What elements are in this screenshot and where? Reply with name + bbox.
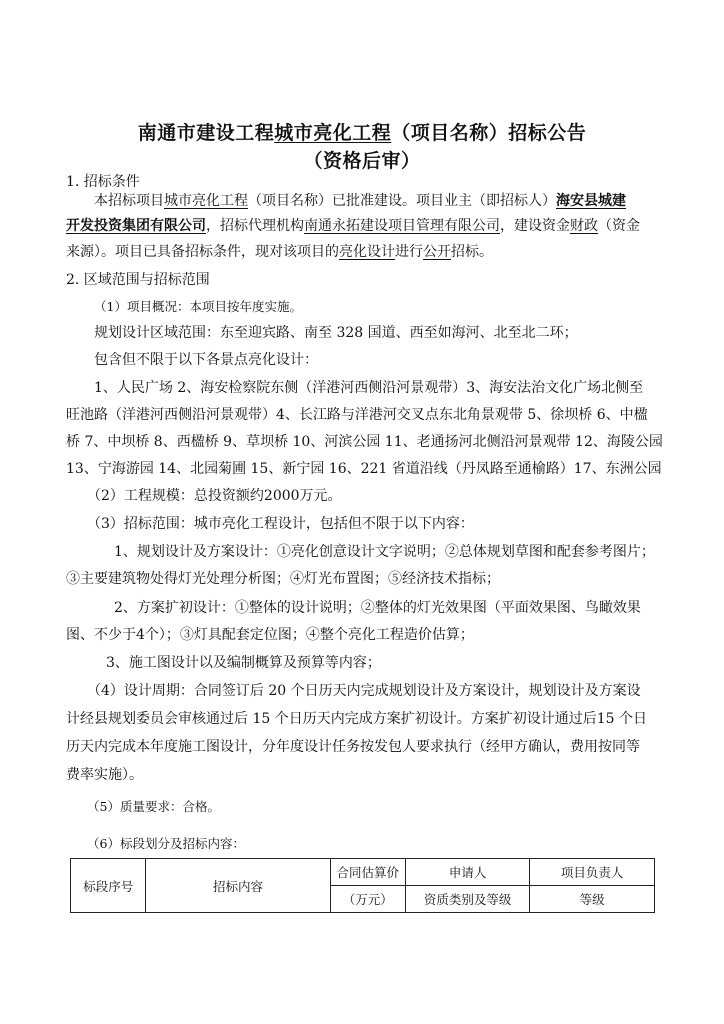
condition-line-1: [94, 191, 626, 211]
title-suffix: （项目名称）招标公告: [391, 122, 587, 144]
condition-text: 进行: [395, 244, 423, 260]
quality-requirement: （5）质量要求：合格。: [87, 799, 220, 814]
condition-line-3: [66, 242, 493, 262]
planning-area: 规划设计区域范围：东至迎宾路、南至 328 国道、西至如海河、北至北二环；: [94, 325, 578, 341]
tender-method: 公开: [423, 244, 451, 260]
title-project-name: 城市亮化工程: [274, 122, 392, 144]
spots-line-2: 旺池路（洋港河西侧沿河景观带）4、长江路与洋港河交叉点东北角景观带 5、徐坝桥 6、中楹: [66, 407, 648, 423]
page-title: [0, 118, 724, 145]
condition-text: 来源）。项目已具备招标条件，现对该项目的: [66, 244, 339, 260]
tender-subject: 亮化设计: [339, 244, 395, 260]
fund-source: 财政: [570, 218, 598, 234]
project-overview: （1）项目概况：本项目按年度实施。: [94, 299, 302, 314]
project-owner: 开发投资集团有限公司: [66, 218, 206, 234]
header-contract-price: 合同估算价: [330, 859, 405, 886]
page-subtitle: （资格后审）: [303, 150, 421, 172]
project-name: 城市亮化工程: [164, 193, 248, 209]
scope-item-2-line-1: 2、方案扩初设计：①整体的设计说明；②整体的灯光效果图（平面效果图、鸟瞰效果: [114, 600, 641, 616]
table-header-row: [71, 859, 655, 886]
project-scale: （2）工程规模：总投资额约2000万元。: [87, 488, 342, 504]
lots-heading: （6）标段划分及招标内容：: [87, 836, 245, 851]
project-owner: 海安县城建: [556, 193, 626, 209]
tender-agent: 南通永拓建设项目管理有限公司: [304, 218, 500, 234]
condition-text: （资金: [598, 218, 640, 234]
design-period-line-3: 历天内完成本年度施工图设计，分年度设计任务按发包人要求执行（经甲方确认，费用按同等: [66, 739, 640, 755]
spots-line-1: 1、人民广场 2、海安检察院东侧（洋港河西侧沿河景观带）3、海安法治文化广场北侧至: [94, 380, 644, 396]
condition-text: 招标。: [451, 244, 493, 260]
condition-text: ，招标代理机构: [206, 218, 304, 234]
header-project-manager: 项目负责人: [530, 859, 655, 886]
header-applicant: 申请人: [405, 859, 530, 886]
tender-scope: （3）招标范围：城市亮化工程设计，包括但不限于以下内容：: [87, 516, 474, 532]
design-period-line-2: 计经县规划委员会审核通过后 15 个日历天内完成方案扩初设计。方案扩初设计通过后15 个日: [66, 711, 647, 727]
header-applicant-qualification: 资质类别及等级: [405, 886, 530, 913]
scope-item-3: 3、施工图设计以及编制概算及预算等内容；: [106, 655, 381, 671]
section-1-heading: 1. 招标条件: [66, 174, 140, 190]
scope-item-2-line-2: 图、不少于4个）；③灯具配套定位图；④整个亮化工程造价估算；: [66, 627, 474, 643]
condition-text: （项目名称）已批准建设。项目业主（即招标人）: [248, 193, 556, 209]
spots-intro: 包含但不限于以下各景点亮化设计：: [94, 352, 318, 368]
header-tender-content: 招标内容: [146, 859, 330, 913]
spots-line-3: 桥 7、中坝桥 8、西楹桥 9、草坝桥 10、河滨公园 11、老通扬河北侧沿河景观带 12、海陵公园: [66, 434, 663, 450]
header-contract-price-unit: （万元）: [330, 886, 405, 913]
condition-text: ，建设资金: [500, 218, 570, 234]
scope-item-1-line-1: 1、规划设计及方案设计：①亮化创意设计文字说明；②总体规划草图和配套参考图片；: [114, 544, 655, 560]
scope-item-1-line-2: ③主要建筑物处得灯光处理分析图；④灯光布置图；⑤经济技术指标；: [66, 571, 500, 587]
design-period-line-4: 费率实施）。: [66, 767, 143, 783]
lots-table: [70, 858, 655, 913]
title-prefix: 南通市建设工程: [137, 122, 275, 144]
condition-line-2: [66, 216, 640, 236]
section-2-heading: 2. 区域范围与招标范围: [66, 272, 210, 288]
header-lot-number: 标段序号: [71, 859, 146, 913]
spots-line-4: 13、宁海游园 14、北园菊圃 15、新宁园 16、221 省道沿线（丹凤路至通榆路）17、东洲公园: [66, 461, 662, 477]
condition-text: 本招标项目: [94, 193, 164, 209]
design-period-line-1: （4）设计周期：合同签订后 20 个日历天内完成规划设计及方案设计，规划设计及方案设: [87, 683, 641, 699]
header-project-manager-grade: 等级: [530, 886, 655, 913]
